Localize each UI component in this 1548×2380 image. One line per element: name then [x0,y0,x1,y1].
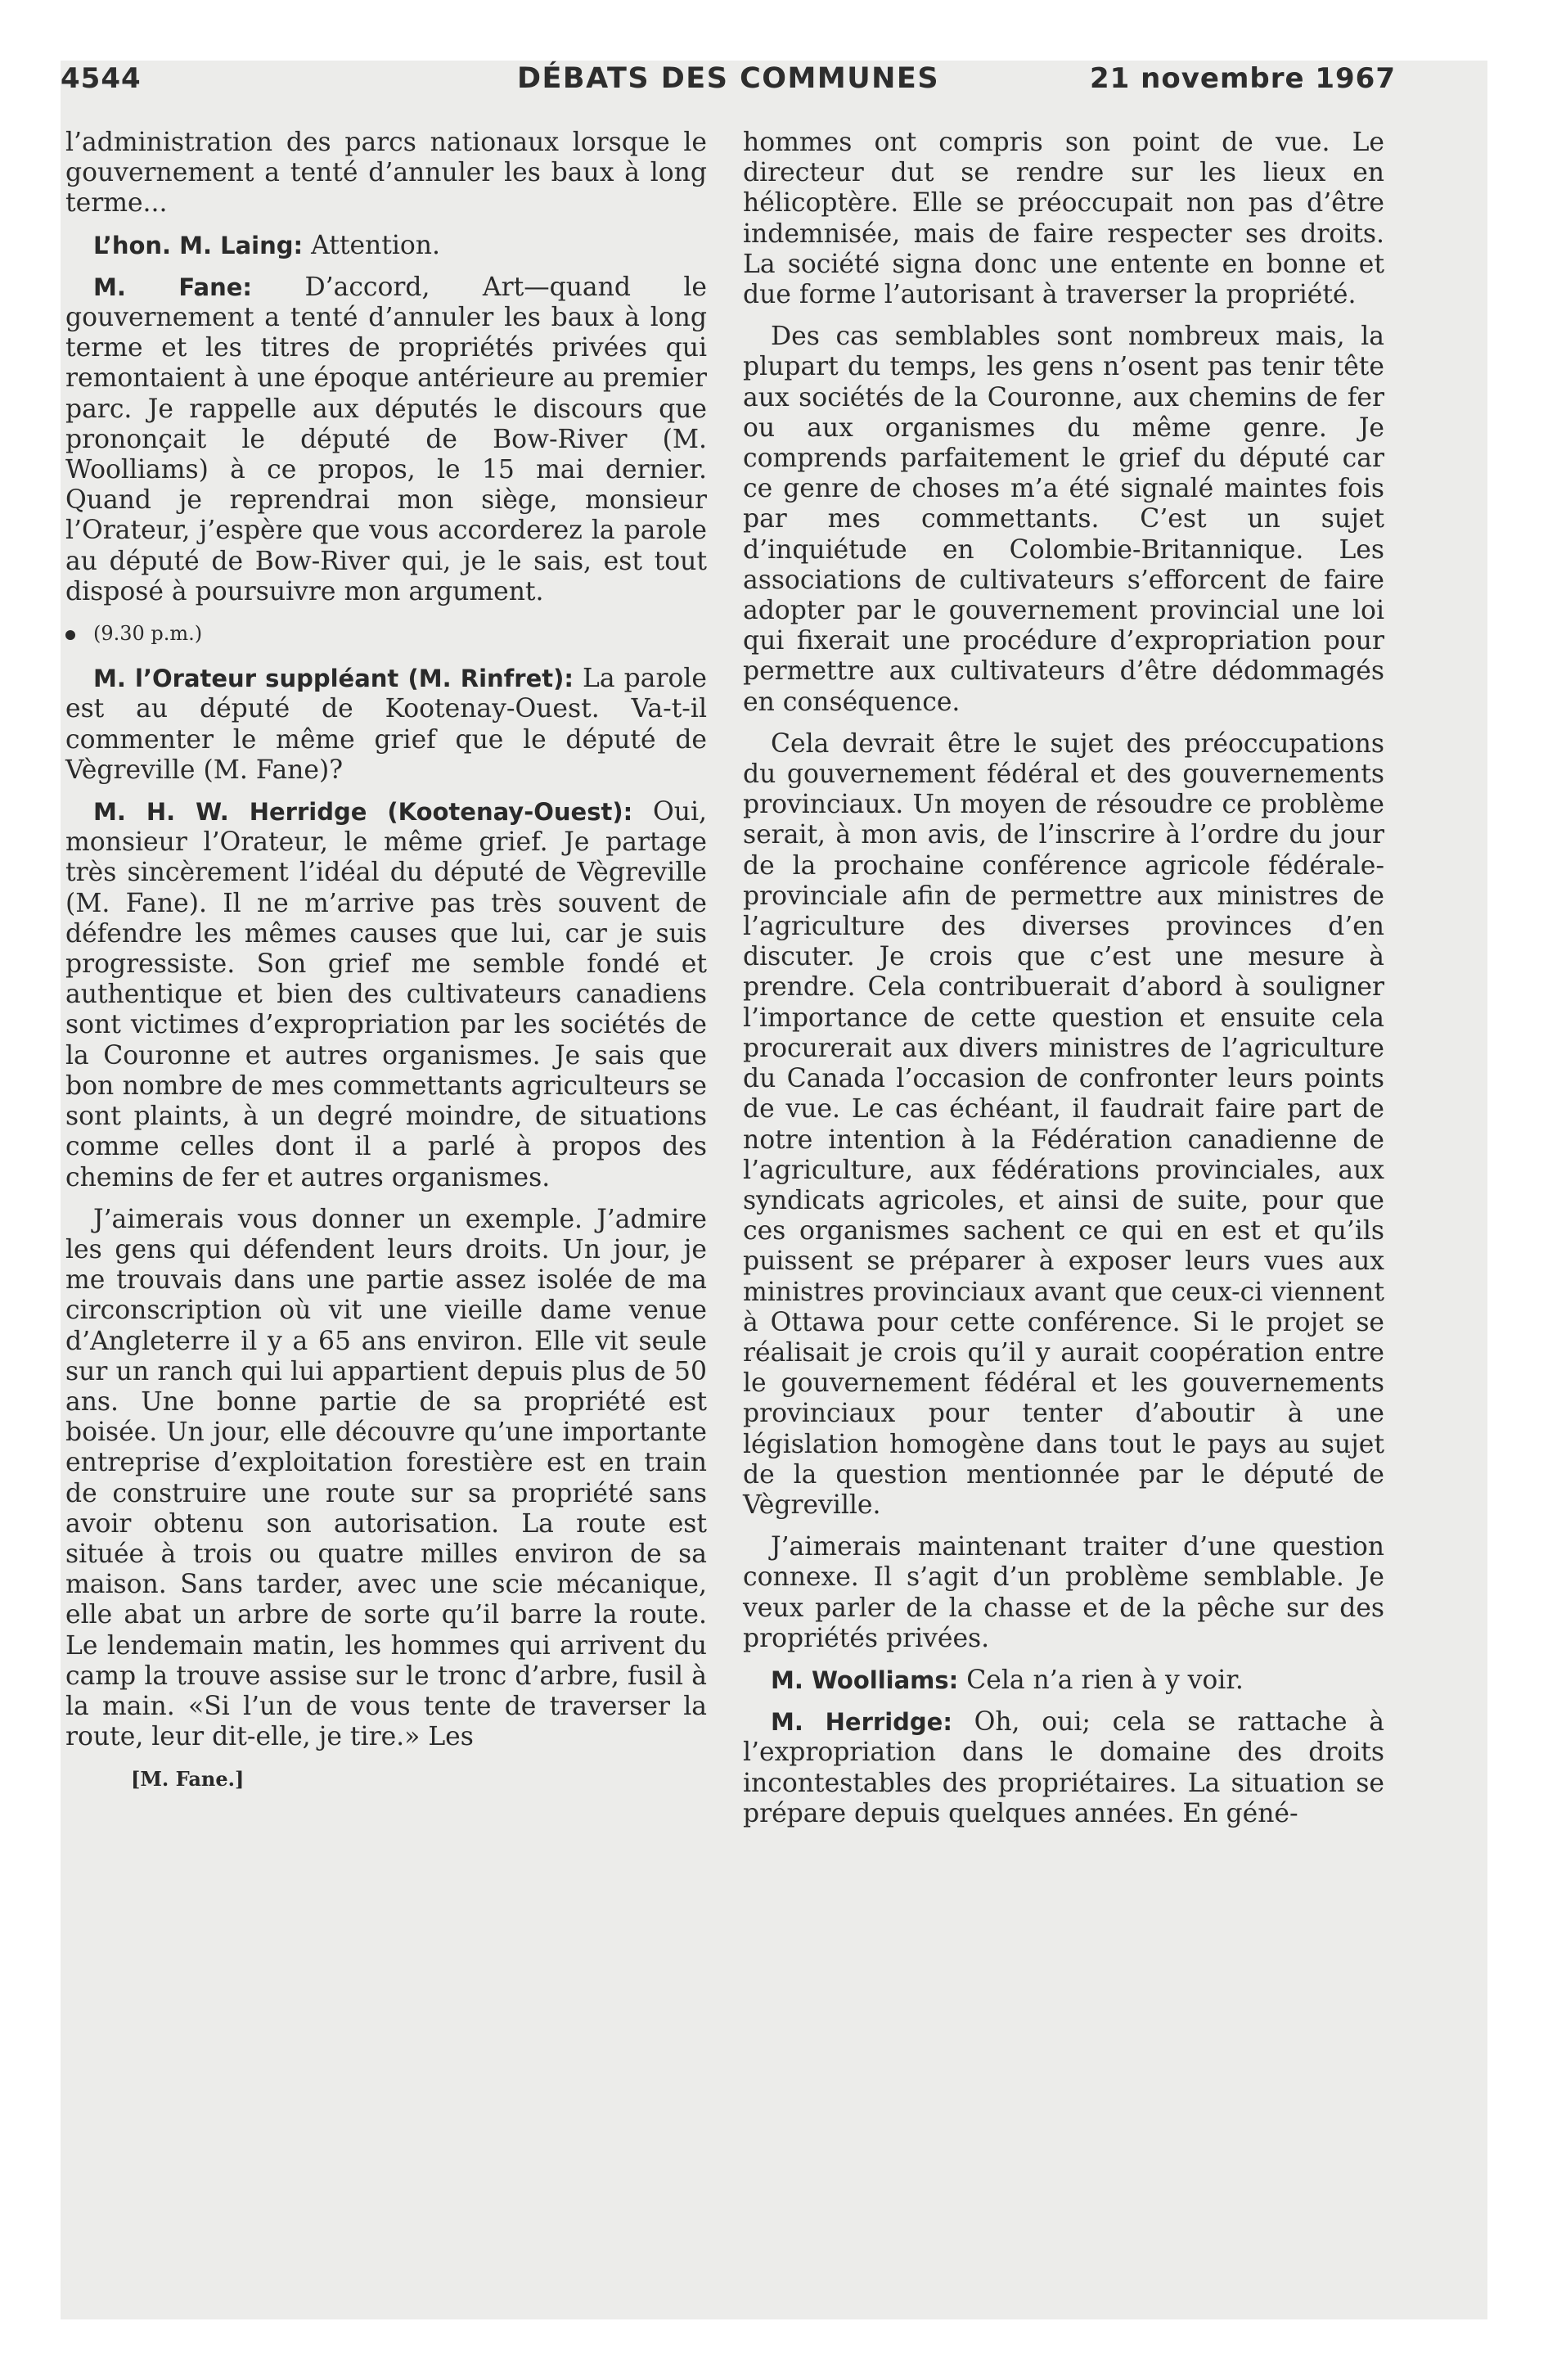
speech-paragraph [743,1666,1384,1696]
speaker-footer: [M. Fane.] [131,1767,245,1792]
speech-paragraph [743,1707,1384,1829]
bullet-icon [65,630,75,640]
paragraph: Cela devrait être le sujet des préoccupations du gouvernement fédéral et des gouvernements provinciaux. Un moyen de résoudre ce problème serait, à mon avis, de l’inscrire à l’ordre du jour de la prochaine conférence agricole fédérale-provinciale afin de permettre aux ministres de l’agriculture des diverses provinces d’en discuter. Je crois que c’est une mesure à prendre. Cela contribuerait d’abord à souligner l’importance de cette question et ensuite cela procurerait aux divers ministres de l’agriculture du Canada l’occasion de confronter leurs points de vue. Le cas échéant, il faudrait faire part de notre intention à la Fédération canadienne de l’agriculture, aux fédérations provinciales, aux syndicats agricoles, et ainsi de suite, pour que ces organismes sachent ce qui en est et qu’ils puissent se préparer à exposer leurs vues aux ministres provinciaux avant que ceux-ci viennent à Ottawa pour cette conférence. Si le projet se réalisait je crois qu’il y aurait coopération entre le gouvernement fédéral et les gouvernements provinciaux pour tenter d’aboutir à une législation homogène dans tout le pays au sujet de la question mentionnée par le député de Vègreville. [743,728,1384,1520]
speaker-name: M. l’Orateur suppléant (M. Rinfret): [93,665,574,693]
time-stamp: (9.30 p.m.) [93,622,203,646]
right-column [743,128,1384,1841]
left-column [65,128,707,1795]
speech-text: Oui, monsieur l’Orateur, le même grief. Je partage très sincèrement l’idéal du député de Vègreville (M. Fane). Il ne m’arrive pas très souvent de défendre les mêmes causes que lui, car je suis progressiste. Son grief me semble fondé et authentique et bien des cultivateurs canadiens sont victimes d’expropriation par les sociétés de la Couronne et autres organismes. Je sais que bon nombre de mes commettants agriculteurs se sont plaints, à un degré moindre, de situations comme celles dont il a parlé à propos des chemins de fer et autres organismes. [65,797,707,1192]
speech-text: D’accord, Art—quand le gouvernement a tenté d’annuler les baux à long terme et les titres de propriétés privées qui remontaient à une époque antérieure au premier parc. Je rappelle aux députés le discours que prononçait le député de Bow-River (M. Woolliams) à ce propos, le 15 mai dernier. Quand je reprendrai mon siège, monsieur l’Orateur, j’espère que vous accorderez la parole au député de Bow-River qui, je le sais, est tout disposé à poursuivre mon argument. [65,272,707,606]
speech-text: La parole est au député de Kootenay-Ouest. Va-t-il commenter le même grief que le député de Vègreville (M. Fane)? [65,664,707,785]
speech-paragraph [65,797,707,1193]
page-number: 4544 [61,62,142,95]
speech-paragraph [65,664,707,786]
paragraph: J’aimerais maintenant traiter d’une question connexe. Il s’agit d’un problème semblable. Je veux parler de la chasse et de la pêche sur des propriétés privées. [743,1532,1384,1653]
speech-text: Oh, oui; cela se rattache à l’expropriation dans le domaine des droits incontestables des propriétaires. La situation se prépare depuis quelques années. En géné- [743,1707,1384,1828]
speech-text: Cela n’a rien à y voir. [958,1665,1244,1695]
speaker-name: L’hon. M. Laing: [93,231,304,259]
paragraph: J’aimerais vous donner un exemple. J’admire les gens qui défendent leurs droits. Un jour, je me trouvais dans une partie assez isolée de ma circonscription où vit une vieille dame venue d’Angleterre il y a 65 ans environ. Elle vit seule sur un ranch qui lui appartient depuis plus de 50 ans. Une bonne partie de sa propriété est boisée. Un jour, elle découvre qu’une importante entreprise d’exploitation forestière est en train de construire une route sur sa propriété sans avoir obtenu son autorisation. La route est située à trois ou quatre milles environ de sa maison. Sans tarder, avec une scie mécanique, elle abat un arbre de sorte qu’il barre la route. Le lendemain matin, les hommes qui arrivent du camp la trouve assise sur le tronc d’arbre, fusil à la main. «Si l’un de vous tente de traverser la route, leur dit-elle, je tire.» Les [65,1204,707,1752]
page-header [61,62,1396,108]
time-marker [65,619,707,649]
paragraph: Des cas semblables sont nombreux mais, la plupart du temps, les gens n’osent pas tenir tête aux sociétés de la Couronne, aux chemins de fer ou aux organismes du même genre. Je comprends parfaitement le grief du député car ce genre de choses m’a été signalé maintes fois par mes commettants. C’est un sujet d’inquiétude en Colombie-Britannique. Les associations de cultivateurs s’efforcent de faire adopter par le gouvernement provincial une loi qui fixerait une procédure d’expropriation pour permettre aux cultivateurs d’être dédommagés en conséquence. [743,322,1384,717]
page-date: 21 novembre 1967 [1090,62,1396,95]
speech-paragraph [65,273,707,607]
speaker-name: M. Fane: [93,273,253,301]
speech-text: Attention. [303,230,440,260]
speaker-name: M. Woolliams: [771,1666,959,1694]
speaker-name: M. H. W. Herridge (Kootenay-Ouest): [93,798,633,827]
publication-title: DÉBATS DES COMMUNES [516,62,940,95]
paragraph: hommes ont compris son point de vue. Le directeur dut se rendre sur les lieux en hélicoptère. Elle se préoccupait non pas d’être indemnisée, mais de faire respecter ses droits. La société signa donc une entente en bonne et due forme l’autorisant à traverser la propriété. [743,128,1384,310]
speaker-name: M. Herridge: [771,1708,952,1737]
speech-paragraph [65,231,707,261]
paragraph: l’administration des parcs nationaux lorsque le gouvernement a tenté d’annuler les baux à long terme... [65,128,707,219]
